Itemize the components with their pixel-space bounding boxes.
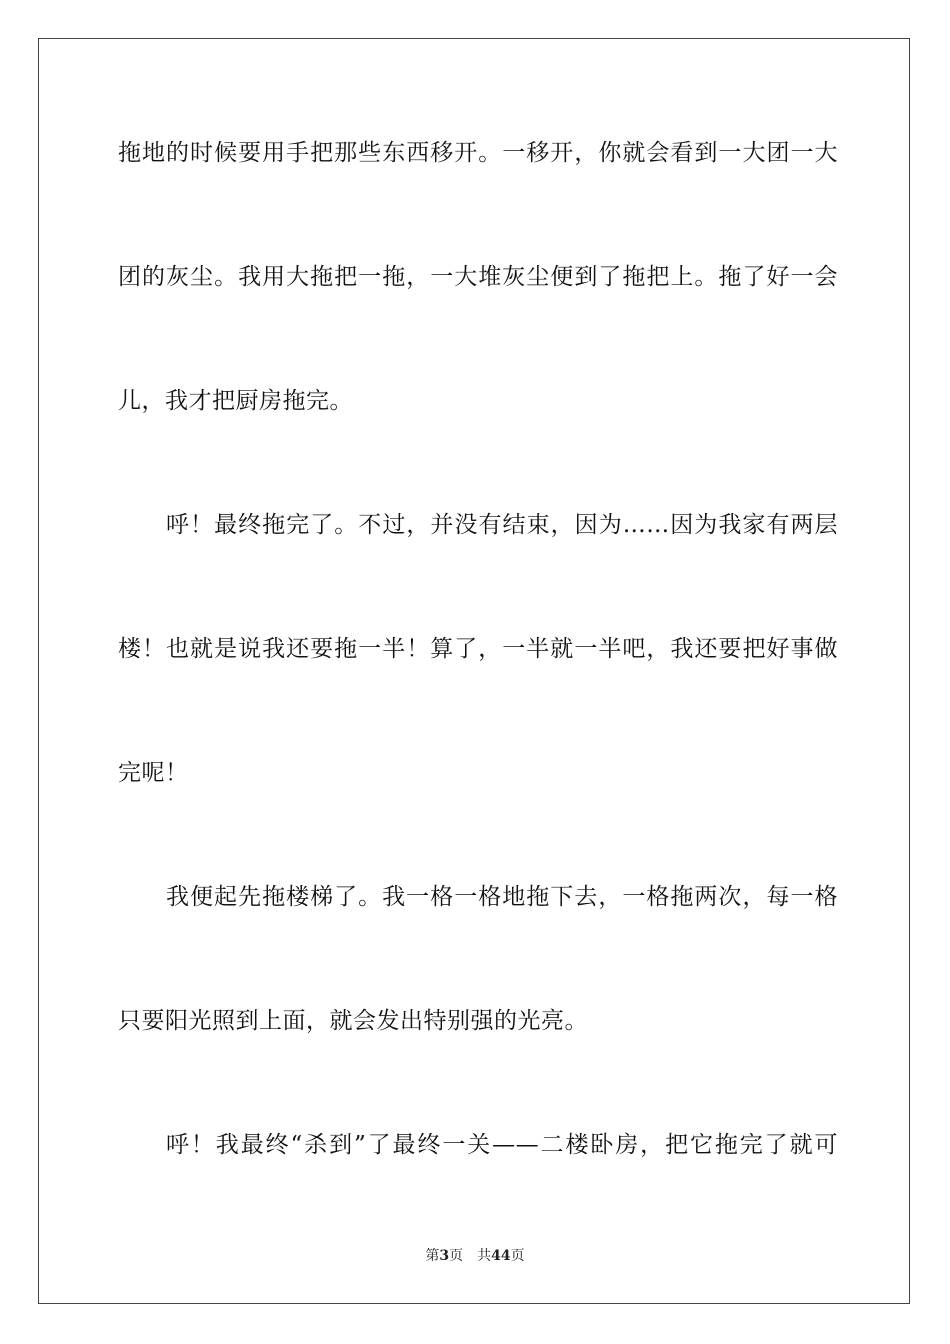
page-prefix: 第 <box>425 1248 440 1264</box>
text-line-1: 拖地的时候要用手把那些东西移开。一移开，你就会看到一大团一大 <box>118 140 838 166</box>
total-prefix: 共 <box>477 1248 492 1264</box>
page-border <box>38 38 910 1304</box>
page-number: 3 <box>439 1248 450 1264</box>
total-suffix: 页 <box>510 1248 525 1264</box>
text-line-9: 呼！我最终“杀到”了最终一关——二楼卧房，把它拖完了就可 <box>166 1132 838 1158</box>
page-footer <box>0 1246 950 1266</box>
text-line-3: 儿，我才把厨房拖完。 <box>118 388 353 414</box>
text-line-2: 团的灰尘。我用大拖把一拖，一大堆灰尘便到了拖把上。拖了好一会 <box>118 264 838 290</box>
text-line-4: 呼！最终拖完了。不过，并没有结束，因为……因为我家有两层 <box>166 512 838 538</box>
text-line-5: 楼！也就是说我还要拖一半！算了，一半就一半吧，我还要把好事做 <box>118 636 838 662</box>
text-line-8: 只要阳光照到上面，就会发出特别强的光亮。 <box>118 1008 588 1034</box>
total-pages: 44 <box>491 1248 511 1264</box>
text-line-7: 我便起先拖楼梯了。我一格一格地拖下去，一格拖两次，每一格 <box>166 884 838 910</box>
page-suffix: 页 <box>449 1248 464 1264</box>
text-line-6: 完呢！ <box>118 760 189 786</box>
